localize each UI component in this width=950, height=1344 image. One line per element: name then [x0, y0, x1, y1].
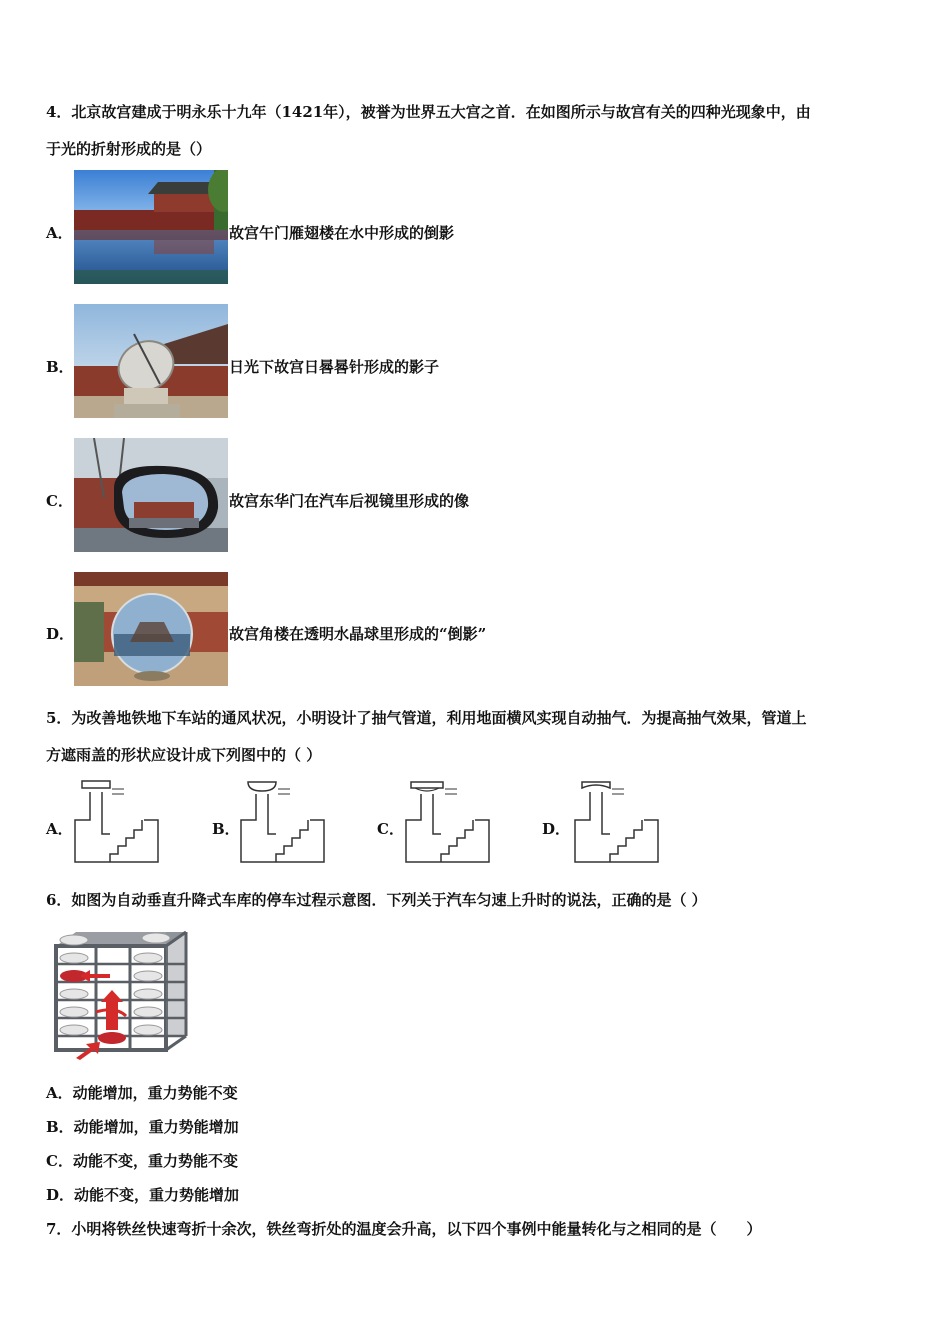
- q4-option-a-text: 故宫午门雁翅楼在水中形成的倒影: [229, 224, 455, 242]
- q4-option-b-text: 日光下故宫日晷晷针形成的影子: [229, 358, 440, 376]
- q6-option-d: D．动能不变，重力势能增加: [46, 1186, 240, 1204]
- q4-option-a-image: [74, 170, 228, 284]
- q6-garage-diagram: [46, 926, 192, 1060]
- q6-option-c: C．动能不变，重力势能不变: [46, 1152, 238, 1170]
- q4-option-c-image: [74, 438, 228, 552]
- q4-option-b-label: B．: [46, 358, 74, 376]
- q5-option-d-label: D．: [542, 820, 571, 838]
- q4-stem-line2: 于光的折射形成的是（）: [46, 140, 212, 158]
- q6-option-a: A．动能增加，重力势能不变: [46, 1084, 238, 1102]
- q5-option-a-diagram: [72, 778, 162, 864]
- q5-stem-line2: 方遮雨盖的形状应设计成下列图中的（ ）: [46, 746, 322, 764]
- q6-stem-line1: 6．如图为自动垂直升降式车库的停车过程示意图．下列关于汽车匀速上升时的说法，正确的是（ ）: [46, 891, 707, 909]
- q4-option-d-image: [74, 572, 228, 686]
- q4-option-a-label: A．: [46, 224, 73, 242]
- q5-option-c-label: C．: [377, 820, 404, 838]
- q4-stem-line1: 4．北京故宫建成于明永乐十九年（1421年），被誉为世界五大宫之首．在如图所示与故宫有关的四种光现象中，由: [46, 103, 811, 121]
- q4-option-c-text: 故宫东华门在汽车后视镜里形成的像: [229, 492, 470, 510]
- q5-option-b-diagram: [238, 778, 328, 864]
- q4-option-c-label: C．: [46, 492, 73, 510]
- q4-option-b-image: [74, 304, 228, 418]
- q5-option-c-diagram: [403, 778, 493, 864]
- q4-option-d-label: D．: [46, 625, 75, 643]
- q5-stem-line1: 5．为改善地铁地下车站的通风状况，小明设计了抽气管道，利用地面横风实现自动抽气．为提高抽气效果，管道上: [46, 709, 807, 727]
- q5-option-a-label: A．: [46, 820, 73, 838]
- q4-option-d-text: 故宫角楼在透明水晶球里形成的“倒影”: [229, 625, 487, 643]
- q6-option-b: B．动能增加，重力势能增加: [46, 1118, 239, 1136]
- q5-option-b-label: B．: [212, 820, 240, 838]
- q7-stem-line1: 7．小明将铁丝快速弯折十余次，铁丝弯折处的温度会升高，以下四个事例中能量转化与之相同的是（ ）: [46, 1220, 762, 1238]
- q5-option-d-diagram: [572, 778, 662, 864]
